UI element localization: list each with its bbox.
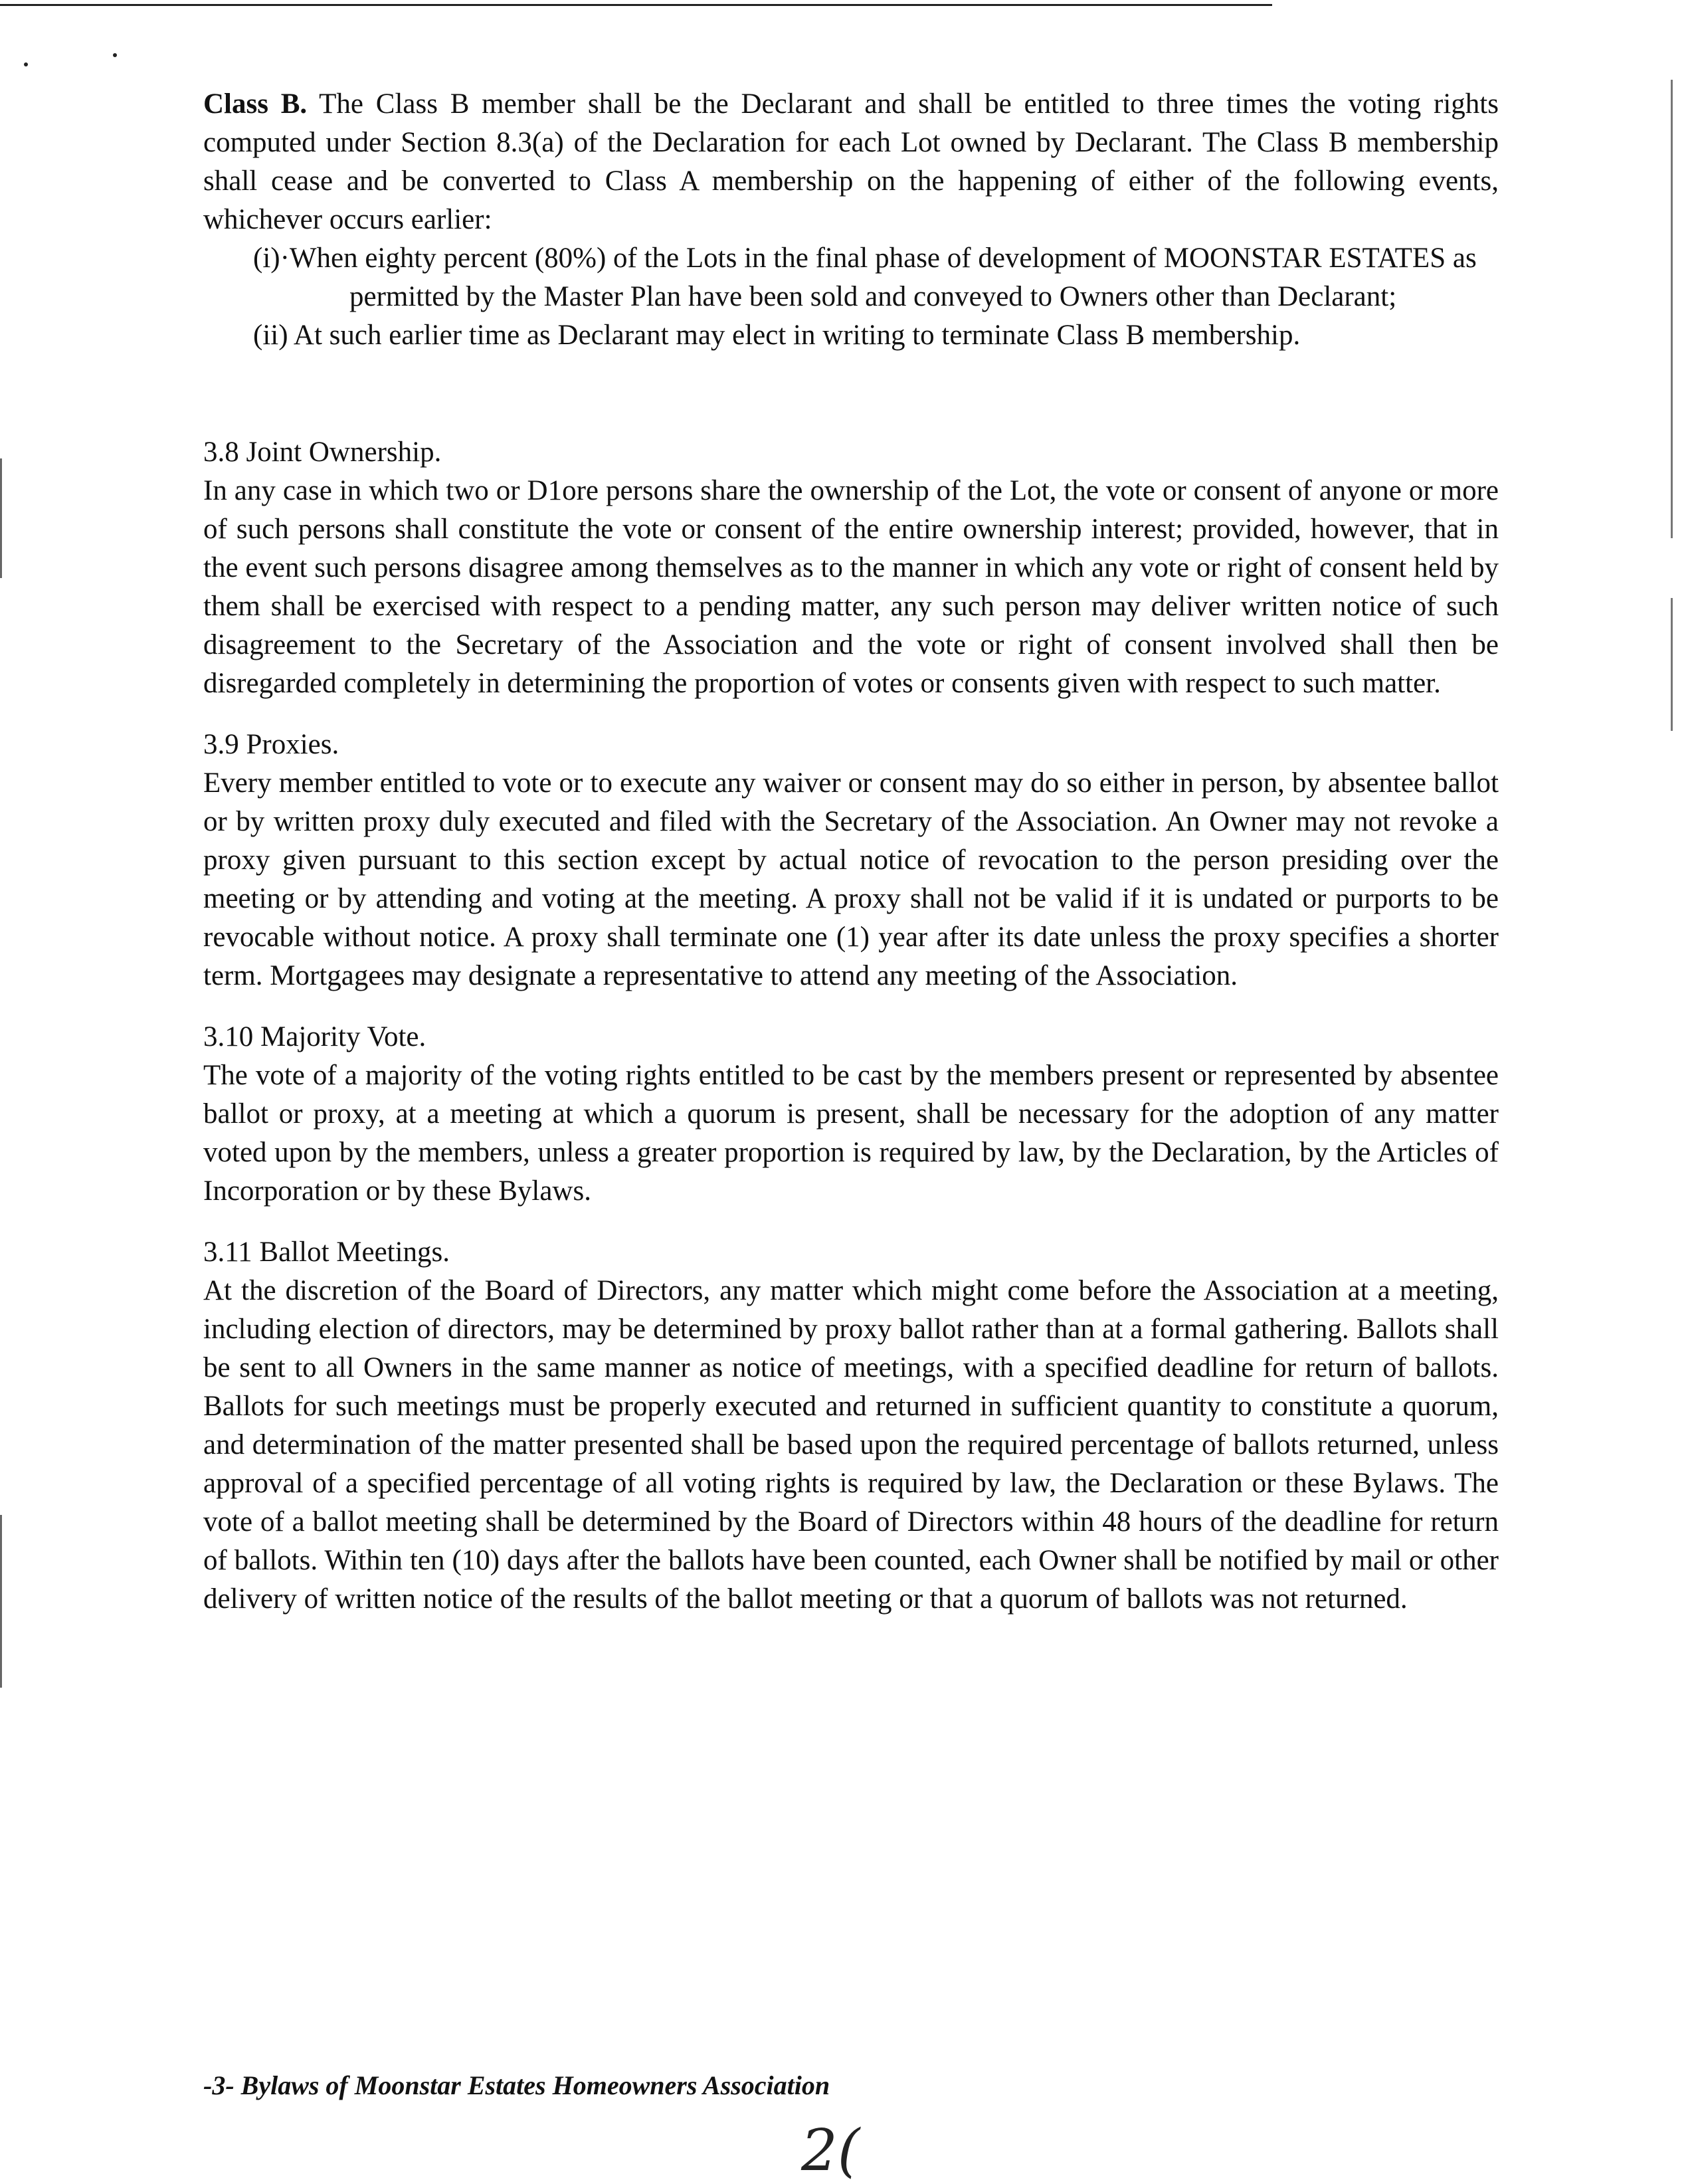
section-3-11-heading: 3.11 Ballot Meetings. <box>203 1237 450 1268</box>
section-3-8-body: In any case in which two or D1ore persons share the ownership of the Lot, the vote or consent of anyone or more of such persons shall constitute the vote or consent of the entire ownership interest; provided, however, that in the event such persons disagree among themselves as to the manner in which any vote or right of consent held by them shall be exercised with respect to a pending matter, any such person may deliver written notice of such disagreement to the Secretary of the Association and the vote or right of consent involved shall then be disregarded completely in determining the proportion of votes or consents given with respect to such matter. <box>203 475 1499 699</box>
scan-right-edge <box>1671 598 1673 731</box>
section-3-9-body: Every member entitled to vote or to execute any waiver or consent may do so either in person, by absentee ballot or by written proxy duly executed and filed with the Secretary of the Association. An Owner may not revoke a proxy given pursuant to this section except by actual notice of revocation to the person presiding over the meeting or by attending and voting at the meeting. A proxy shall not be valid if it is undated or purports to be revocable without notice. A proxy shall terminate one (1) year after its date unless the proxy specifies a shorter term. Mortgagees may designate a representative to attend any meeting of the Association. <box>203 767 1499 991</box>
class-b-label: Class B. <box>203 88 308 120</box>
section-3-8-heading: 3.8 Joint Ownership. <box>203 437 442 468</box>
class-b-text: The Class B member shall be the Declarant and shall be entitled to three times the voting rights computed under Section 8.3(a) of the Declaration for each Lot owned by Declarant. The Class B membership shall cease and be converted to Class A membership on the happening of either of the following events, whichever occurs earlier: <box>203 88 1499 235</box>
page-footer: -3- Bylaws of Moonstar Estates Homeowners Association <box>203 2070 830 2100</box>
handwritten-page-number: 2( <box>801 2118 860 2184</box>
scan-speck <box>113 53 117 57</box>
scan-speck <box>24 62 28 66</box>
section-3-9-heading: 3.9 Proxies. <box>203 729 339 760</box>
scan-left-edge <box>0 1515 2 1688</box>
class-b-paragraph <box>203 85 1499 239</box>
section-3-10-body: The vote of a majority of the voting rights entitled to be cast by the members present or represented by absentee ballot or proxy, at a meeting at which a quorum is present, shall be necessary for the adoption of any matter voted upon by the members, unless a greater proportion is required by law, by the Declaration, by the Articles of Incorporation or by these Bylaws. <box>203 1060 1499 1207</box>
scan-top-border <box>0 4 1272 6</box>
class-b-item-1: (i)·When eighty percent (80%) of the Lots in the final phase of development of MOONSTAR ESTATES as permitted by the Master Plan have been sold and conveyed to Owners other than Declarant; <box>253 243 1477 312</box>
scan-left-edge <box>0 458 2 578</box>
scan-right-edge <box>1671 80 1673 538</box>
document-page <box>203 85 1499 1619</box>
section-3-11-body: At the discretion of the Board of Directors, any matter which might come before the Association at a meeting, including election of directors, may be determined by proxy ballot rather than at a formal gathering. Ballots shall be sent to all Owners in the same manner as notice of meetings, with a specified deadline for return of ballots. Ballots for such meetings must be properly executed and returned in sufficient quantity to constitute a quorum, and determination of the matter presented shall be based upon the required percentage of ballots returned, unless approval of a specified percentage of all voting rights is required by law, the Declaration or these Bylaws. The vote of a ballot meeting shall be determined by the Board of Directors within 48 hours of the deadline for return of ballots. Within ten (10) days after the ballots have been counted, each Owner shall be notified by mail or other delivery of written notice of the results of the ballot meeting or that a quorum of ballots was not returned. <box>203 1275 1499 1615</box>
class-b-item-2: (ii) At such earlier time as Declarant may elect in writing to terminate Class B membership. <box>253 320 1301 351</box>
section-3-10-heading: 3.10 Majority Vote. <box>203 1021 426 1052</box>
